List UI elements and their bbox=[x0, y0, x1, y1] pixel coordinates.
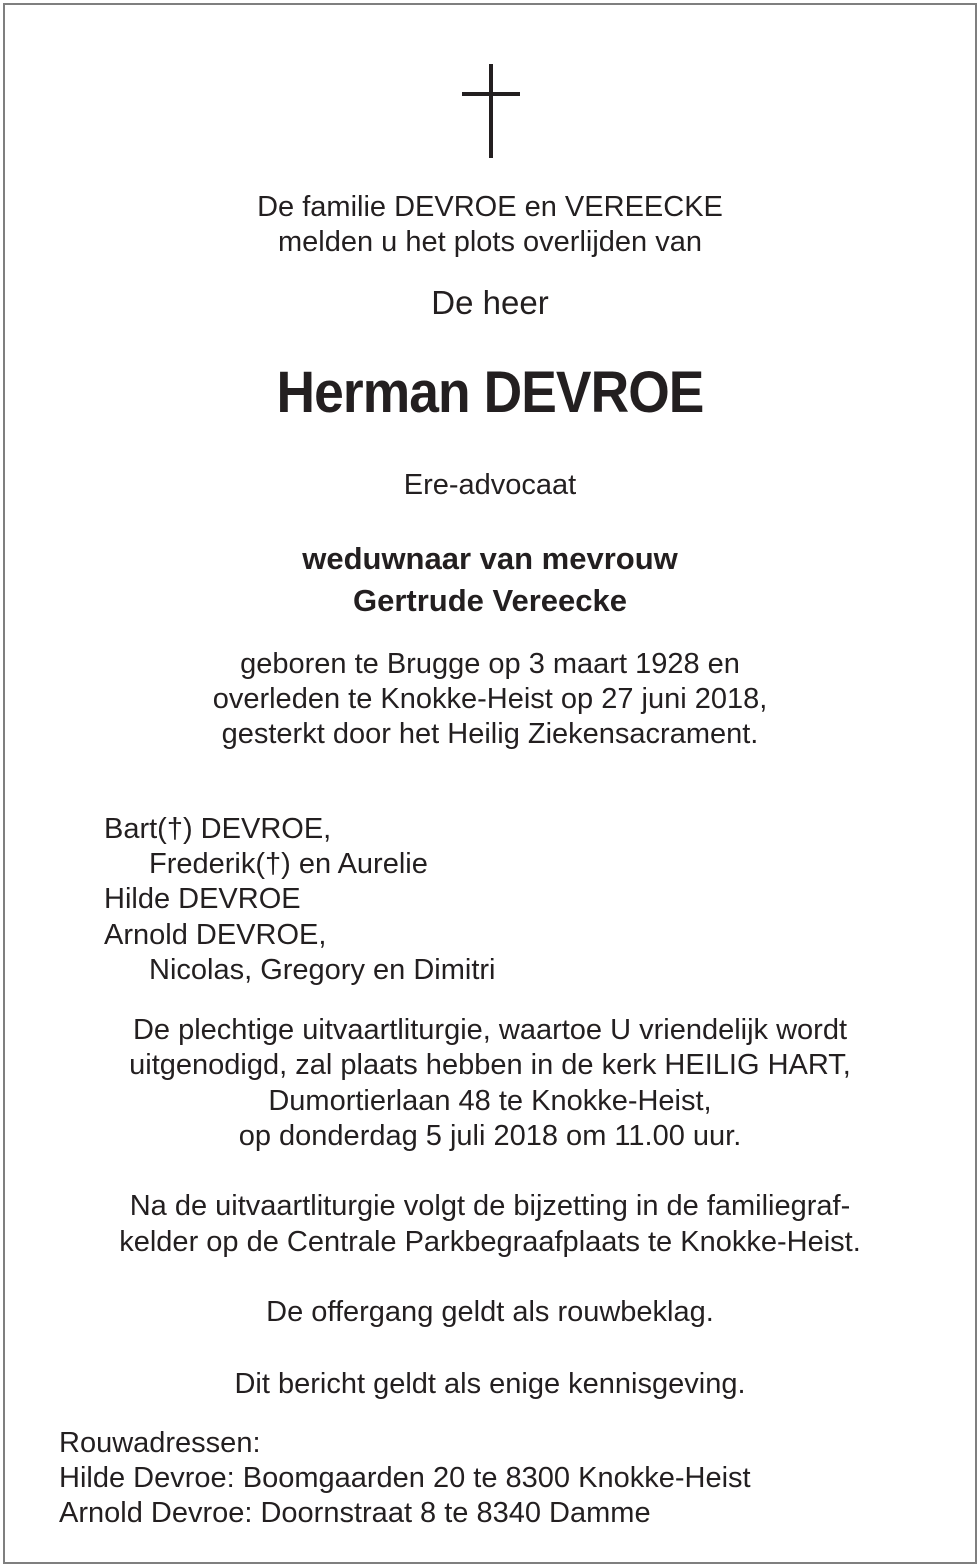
family-line-3: Hilde DEVROE bbox=[104, 883, 301, 915]
funeral-line-2: uitgenodigd, zal plaats hebben in de kerk HEILIG HART, bbox=[129, 1049, 851, 1081]
life-line-2: overleden te Knokke-Heist op 27 juni 2018, bbox=[212, 683, 768, 715]
notification-text: Dit bericht geldt als enige kennisgeving. bbox=[234, 1368, 746, 1400]
funeral-line-1: De plechtige uitvaartliturgie, waartoe U vriendelijk wordt bbox=[132, 1014, 848, 1046]
family-line-5: Nicolas, Gregory en Dimitri bbox=[149, 954, 496, 986]
address-line-1: Hilde Devroe: Boomgaarden 20 te 8300 Knokke-Heist bbox=[59, 1462, 751, 1494]
funeral-line-3: Dumortierlaan 48 te Knokke-Heist, bbox=[268, 1085, 712, 1117]
address-line-2: Arnold Devroe: Doornstraat 8 te 8340 Damme bbox=[59, 1497, 651, 1529]
family-line-4: Arnold DEVROE, bbox=[104, 919, 327, 951]
family-line-1: Bart(†) DEVROE, bbox=[104, 813, 332, 845]
life-line-1: geboren te Brugge op 3 maart 1928 en bbox=[240, 648, 740, 680]
spouse-line-2: Gertrude Vereecke bbox=[352, 583, 627, 618]
intro-line-2: melden u het plots overlijden van bbox=[278, 226, 702, 258]
life-line-3: gesterkt door het Heilig Ziekensacrament. bbox=[221, 718, 759, 750]
burial-line-1: Na de uitvaartliturgie volgt de bijzetting in de familiegraf- bbox=[129, 1190, 851, 1222]
intro-line-1: De familie DEVROE en VEREECKE bbox=[257, 191, 723, 223]
offering-text: De offergang geldt als rouwbeklag. bbox=[266, 1296, 714, 1328]
salutation: De heer bbox=[431, 284, 549, 321]
deceased-name: Herman DEVROE bbox=[276, 360, 704, 425]
family-line-2: Frederik(†) en Aurelie bbox=[149, 848, 428, 880]
funeral-line-4: op donderdag 5 juli 2018 om 11.00 uur. bbox=[238, 1120, 742, 1152]
burial-line-2: kelder op de Centrale Parkbegraafplaats te Knokke-Heist. bbox=[119, 1226, 861, 1258]
deceased-title: Ere-advocaat bbox=[403, 469, 577, 501]
cross-icon bbox=[462, 64, 520, 158]
addresses-heading: Rouwadressen: bbox=[59, 1427, 261, 1459]
spouse-line-1: weduwnaar van mevrouw bbox=[302, 541, 678, 576]
